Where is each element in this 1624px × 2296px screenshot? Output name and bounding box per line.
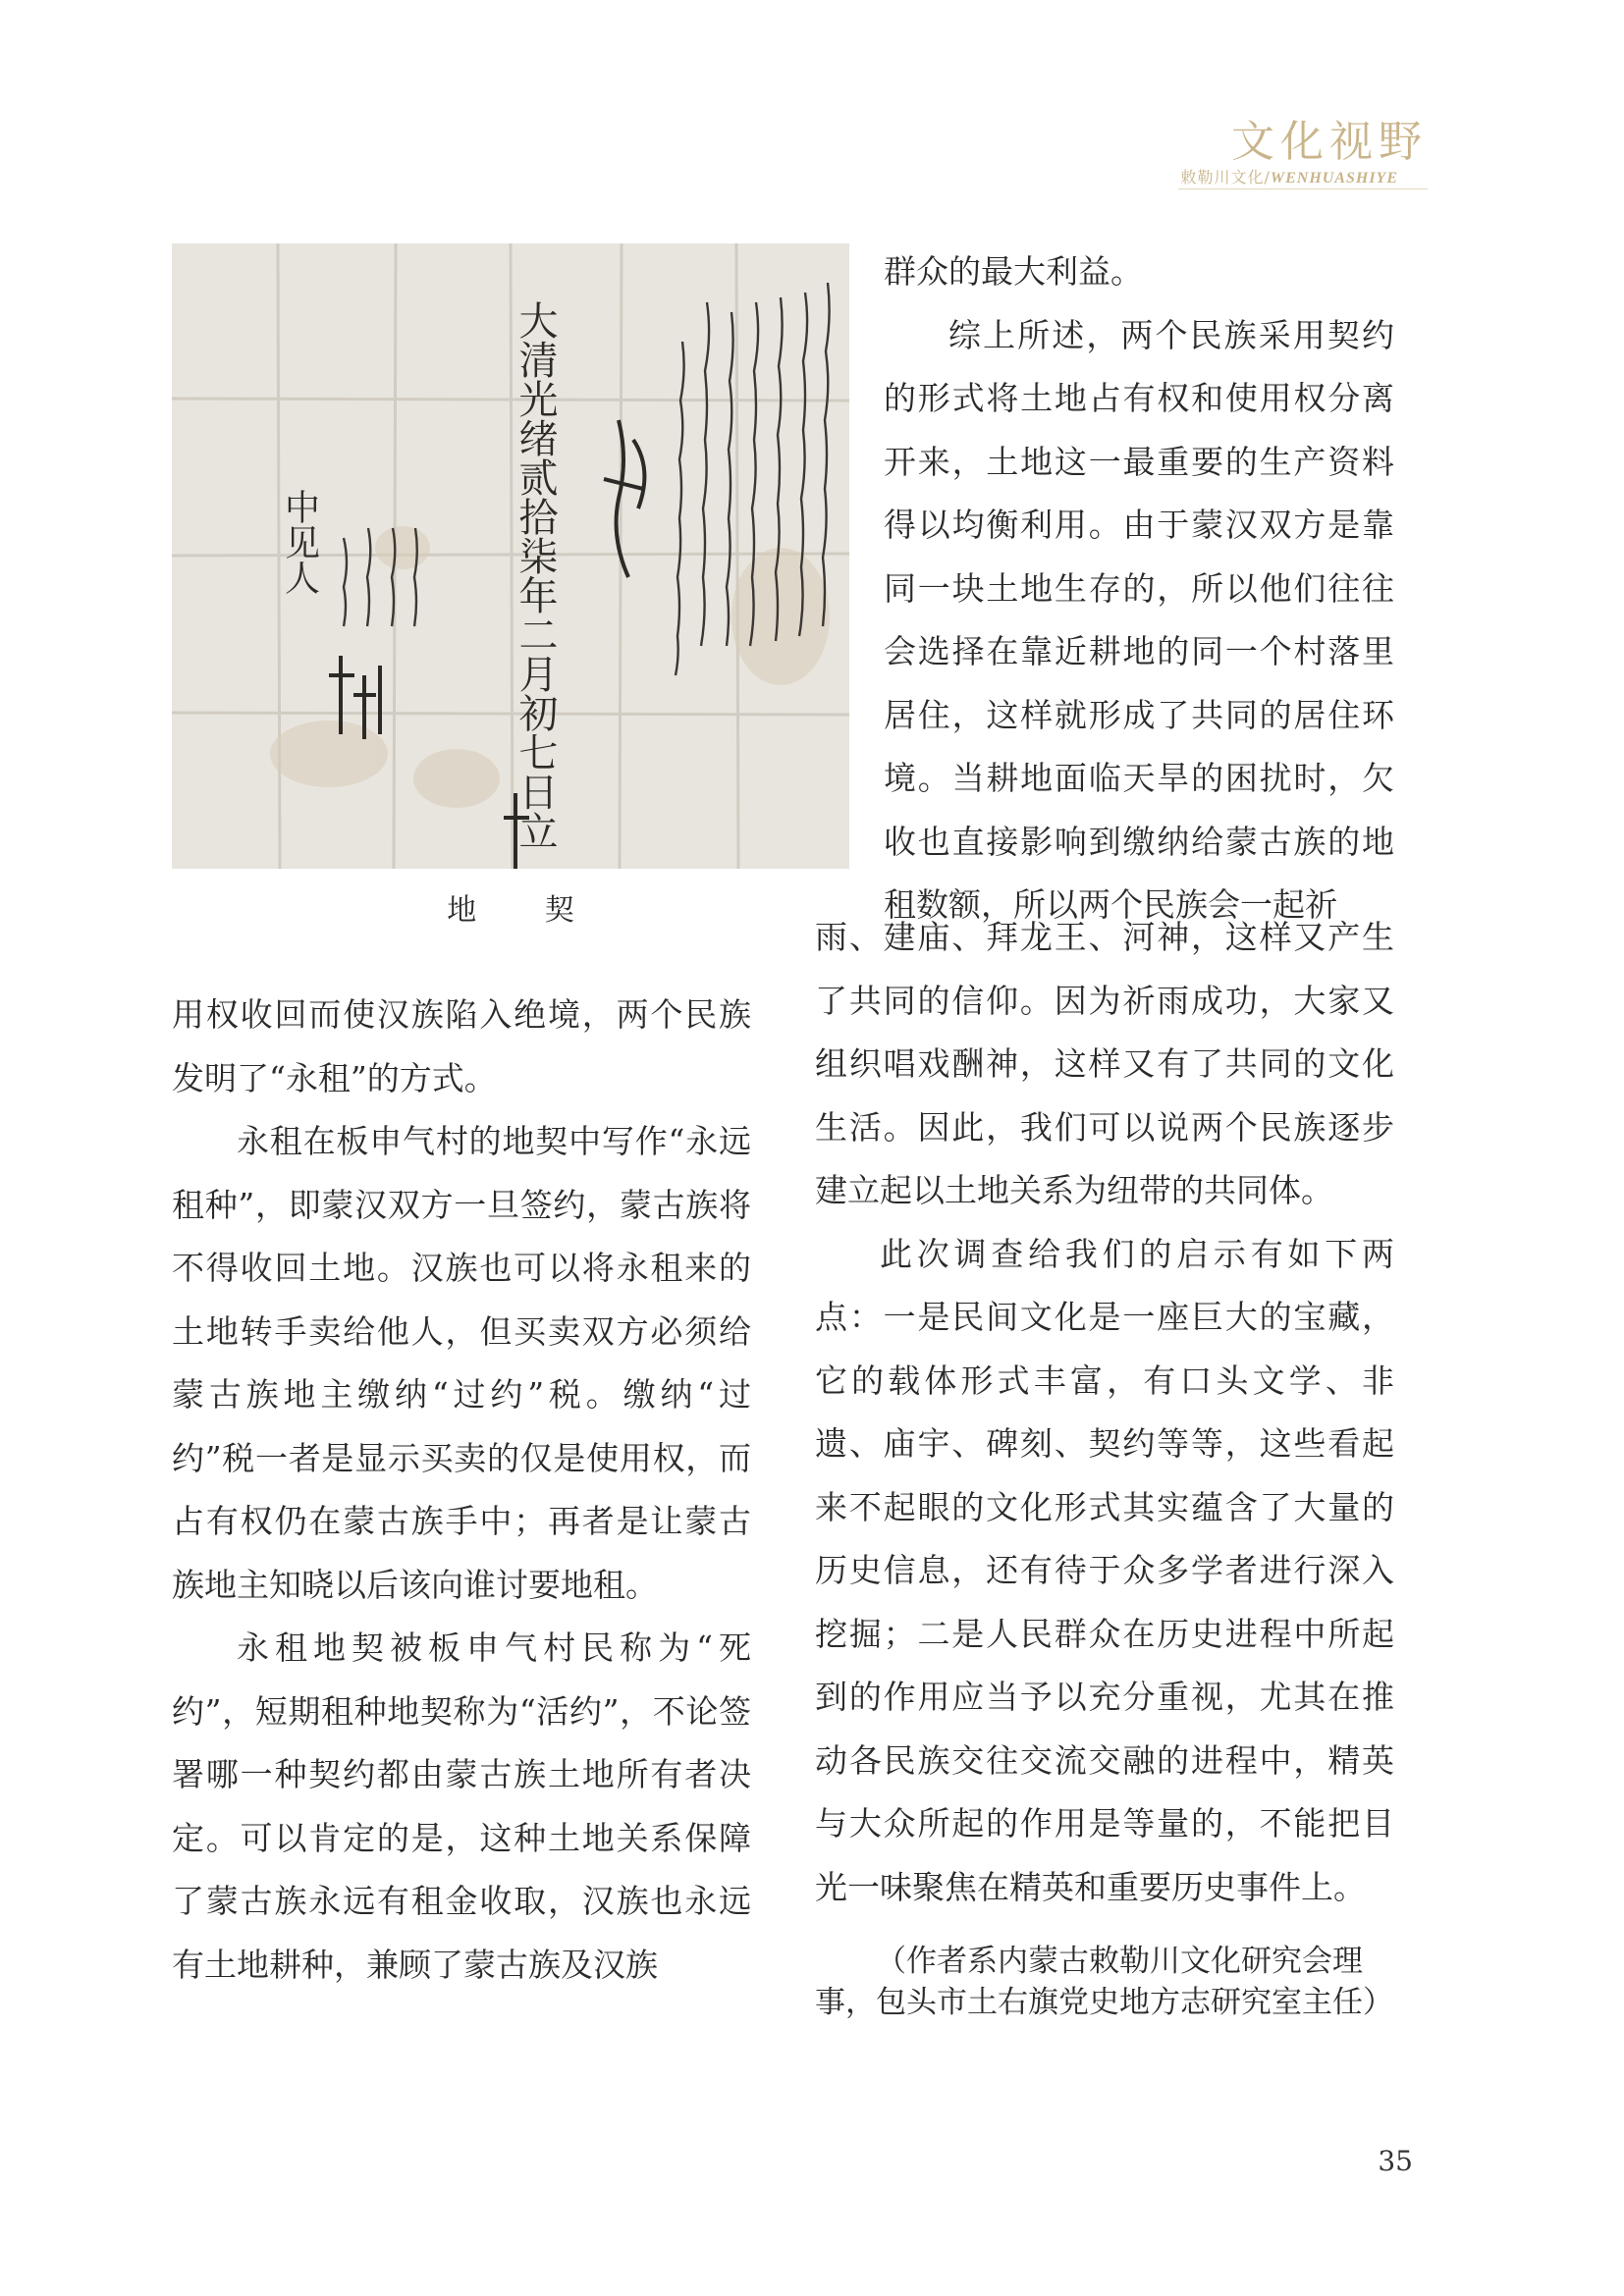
figure-caption: 地 契 <box>447 893 604 928</box>
section-subtitle-cn: 敕勒川文化 <box>1180 168 1265 187</box>
land-deed-illustration <box>172 243 849 869</box>
section-subtitle-en: WENHUASHIYE <box>1270 170 1398 187</box>
right-column <box>815 906 1394 1919</box>
land-deed-photo <box>172 243 849 869</box>
paragraph: 群众的最大利益。 <box>884 252 1143 291</box>
paragraph: 雨、建庙、拜龙王、河神，这样又产生了共同的信仰。因为祈雨成功，大家又组织唱戏酬神，这样又有了共同的文化生活。因此，我们可以说两个民族逐步建立起以土地关系为纽带的共同体。 <box>815 918 1394 1209</box>
page-number: 35 <box>1378 2145 1413 2177</box>
paragraph: 用权收回而使汉族陷入绝境，两个民族发明了“永租”的方式。 <box>172 995 751 1097</box>
section-subtitle: 敕勒川文化/WENHUASHIYE <box>1180 168 1398 187</box>
paragraph: 永租在板申气村的地契中写作“永远租种”，即蒙汉双方一旦签约，蒙古族将不得收回土地。汉族也可以将永租来的土地转手卖给他人，但买卖双方必须给蒙古族地主缴纳“过约”税。缴纳“过约”税一者是显示买卖的仅是使用权，而占有权仍在蒙古族手中；再者是让蒙古族地主知晓以后该向谁讨要地租。 <box>172 1122 751 1604</box>
left-column <box>172 984 751 1997</box>
deed-date-text: 大清光绪贰拾柒年二月初七日立 <box>513 300 558 850</box>
paragraph: 综上所述，两个民族采用契约的形式将土地占有权和使用权分离开来，土地这一最重要的生产资料得以均衡利用。由于蒙汉双方是靠同一块土地生存的，所以他们往往会选择在靠近耕地的同一个村落里居住，这样就形成了共同的居住环境。当耕地面临天旱的困扰时，欠收也直接影响到缴纳给蒙古族的地租数额，所以两个民族会一起祈 <box>884 315 1394 924</box>
header-rule <box>1178 188 1428 189</box>
witness-label: 中见人 <box>279 489 320 595</box>
author-note: （作者系内蒙古敕勒川文化研究会理事，包头市土右旗党史地方志研究室主任） <box>815 1944 1393 2020</box>
section-title: 文化视野 <box>1231 117 1428 167</box>
paragraph: 永租地契被板申气村民称为“死约”，短期租种地契称为“活约”，不论签署哪一种契约都由蒙古族土地所有者决定。可以肯定的是，这种土地关系保障了蒙古族永远有租金收取，汉族也永远有土地耕种，兼顾了蒙古族及汉族 <box>172 1629 751 1984</box>
paragraph: 此次调查给我们的启示有如下两点：一是民间文化是一座巨大的宝藏，它的载体形式丰富，有口头文学、非遗、庙宇、碑刻、契约等等，这些看起来不起眼的文化形式其实蕴含了大量的历史信息，还有待于众多学者进行深入挖掘；二是人民群众在历史进程中所起到的作用应当予以充分重视，尤其在推动各民族交往交流交融的进程中，精英与大众所起的作用是等量的，不能把目光一味聚焦在精英和重要历史事件上。 <box>815 1234 1394 1906</box>
right-column-top <box>884 240 1394 937</box>
